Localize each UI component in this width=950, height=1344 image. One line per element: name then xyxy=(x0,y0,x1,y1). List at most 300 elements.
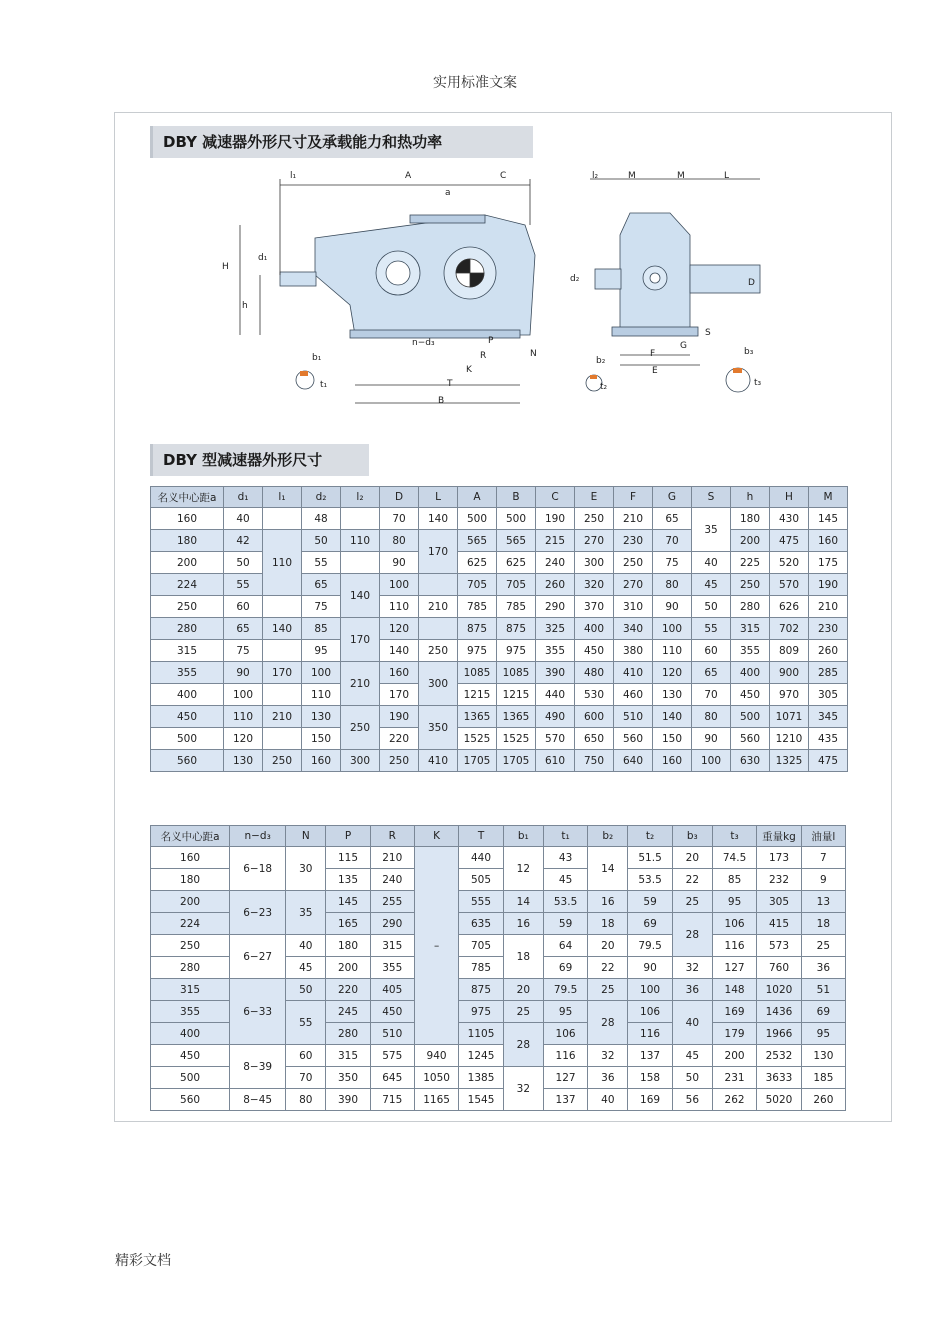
cell-H: 626 xyxy=(770,596,809,618)
table2-header-cell: R xyxy=(370,826,414,847)
cell-R: 355 xyxy=(370,957,414,979)
cell-b2: 18 xyxy=(588,913,628,935)
cell-N: 40 xyxy=(286,935,326,957)
cell-D: 90 xyxy=(380,552,419,574)
cell-t2: 116 xyxy=(628,1023,672,1045)
cell-a: 180 xyxy=(151,869,230,891)
table1-header-cell: h xyxy=(731,487,770,508)
cell-t1: 59 xyxy=(543,913,587,935)
cell-R: 210 xyxy=(370,847,414,869)
label-A: A xyxy=(405,171,412,181)
table1-header-cell: l₁ xyxy=(263,487,302,508)
table1-row xyxy=(151,508,848,530)
cell-weight: 760 xyxy=(757,957,801,979)
cell-E: 250 xyxy=(575,508,614,530)
label-M-2: M xyxy=(677,171,685,181)
cell-F: 310 xyxy=(614,596,653,618)
cell-E: 370 xyxy=(575,596,614,618)
cell-C: 440 xyxy=(536,684,575,706)
cell-P: 180 xyxy=(326,935,370,957)
table2-header-cell: t₁ xyxy=(543,826,587,847)
cell-C: 190 xyxy=(536,508,575,530)
cell-H: 809 xyxy=(770,640,809,662)
cell-D: 80 xyxy=(380,530,419,552)
cell-H: 702 xyxy=(770,618,809,640)
cell-F: 380 xyxy=(614,640,653,662)
table1-header-cell: d₂ xyxy=(302,487,341,508)
cell-b2: 28 xyxy=(588,1001,628,1045)
cell-M: 475 xyxy=(809,750,848,772)
cell-l2 xyxy=(341,552,380,574)
table1-header-cell: C xyxy=(536,487,575,508)
label-b3: b₃ xyxy=(744,347,754,357)
cell-l1 xyxy=(263,728,302,750)
label-d1: d₁ xyxy=(258,253,268,263)
cell-T: 875 xyxy=(459,979,503,1001)
cell-a: 315 xyxy=(151,979,230,1001)
label-nd3: n−d₃ xyxy=(412,338,435,348)
cell-A: 785 xyxy=(458,596,497,618)
cell-d2: 75 xyxy=(302,596,341,618)
cell-h: 315 xyxy=(731,618,770,640)
cell-d2: 48 xyxy=(302,508,341,530)
cell-nd3: 6−27 xyxy=(230,935,286,979)
cell-t3: 262 xyxy=(712,1089,756,1111)
cell-weight: 415 xyxy=(757,913,801,935)
cell-t3: 85 xyxy=(712,869,756,891)
cell-a: 560 xyxy=(151,1089,230,1111)
cell-N: 45 xyxy=(286,957,326,979)
page-header: 实用标准文案 xyxy=(433,75,517,91)
table1-row xyxy=(151,662,848,684)
cell-N: 50 xyxy=(286,979,326,1001)
cell-h: 280 xyxy=(731,596,770,618)
label-l1: l₁ xyxy=(290,171,297,181)
cell-M: 175 xyxy=(809,552,848,574)
cell-T: 555 xyxy=(459,891,503,913)
cell-t3: 200 xyxy=(712,1045,756,1067)
cell-d2: 110 xyxy=(302,684,341,706)
cell-S: 40 xyxy=(692,552,731,574)
cell-E: 530 xyxy=(575,684,614,706)
cell-D: 190 xyxy=(380,706,419,728)
cell-t1: 64 xyxy=(543,935,587,957)
table2-header-cell: 重量kg xyxy=(757,826,801,847)
cell-B: 500 xyxy=(497,508,536,530)
cell-weight: 305 xyxy=(757,891,801,913)
cell-N: 80 xyxy=(286,1089,326,1111)
cell-F: 340 xyxy=(614,618,653,640)
cell-B: 875 xyxy=(497,618,536,640)
cell-weight: 1966 xyxy=(757,1023,801,1045)
cell-M: 260 xyxy=(809,640,848,662)
cell-t2: 137 xyxy=(628,1045,672,1067)
cell-H: 430 xyxy=(770,508,809,530)
table2-row xyxy=(151,847,846,869)
cell-M: 345 xyxy=(809,706,848,728)
cell-E: 600 xyxy=(575,706,614,728)
cell-d2: 150 xyxy=(302,728,341,750)
cell-E: 450 xyxy=(575,640,614,662)
cell-a: 180 xyxy=(151,530,224,552)
side-base xyxy=(612,327,698,336)
table1-row xyxy=(151,596,848,618)
cell-h: 355 xyxy=(731,640,770,662)
cell-t3: 231 xyxy=(712,1067,756,1089)
cell-a: 200 xyxy=(151,552,224,574)
cell-F: 560 xyxy=(614,728,653,750)
cell-d1: 60 xyxy=(224,596,263,618)
gear-reducer-drawing xyxy=(150,165,790,415)
cell-t1: 116 xyxy=(543,1045,587,1067)
cell-l2: 250 xyxy=(341,706,380,750)
table2-header-cell: T xyxy=(459,826,503,847)
section-title-dimensions: DBY 型减速器外形尺寸 xyxy=(150,444,369,476)
table2-header-cell: N xyxy=(286,826,326,847)
table2-header-cell: n−d₃ xyxy=(230,826,286,847)
table2-header-cell: 油量l xyxy=(801,826,845,847)
cell-M: 210 xyxy=(809,596,848,618)
cell-G: 150 xyxy=(653,728,692,750)
table1-row xyxy=(151,728,848,750)
cell-a: 315 xyxy=(151,640,224,662)
cell-d1: 90 xyxy=(224,662,263,684)
cell-nd3: 6−23 xyxy=(230,891,286,935)
cell-G: 140 xyxy=(653,706,692,728)
label-E: E xyxy=(652,366,658,376)
front-view-housing xyxy=(315,215,535,335)
cell-b2: 20 xyxy=(588,935,628,957)
cell-S: 55 xyxy=(692,618,731,640)
cell-t1: 69 xyxy=(543,957,587,979)
cell-M: 190 xyxy=(809,574,848,596)
cell-L: 300 xyxy=(419,662,458,706)
cell-t1: 53.5 xyxy=(543,891,587,913)
cell-C: 290 xyxy=(536,596,575,618)
cell-G: 120 xyxy=(653,662,692,684)
cell-l1: 250 xyxy=(263,750,302,772)
front-base xyxy=(350,330,520,338)
table1-row xyxy=(151,750,848,772)
cell-B: 1525 xyxy=(497,728,536,750)
cell-b2: 25 xyxy=(588,979,628,1001)
cell-P: 145 xyxy=(326,891,370,913)
cell-A: 1085 xyxy=(458,662,497,684)
cell-T: 705 xyxy=(459,935,503,957)
cell-A: 1365 xyxy=(458,706,497,728)
cell-P: 350 xyxy=(326,1067,370,1089)
cell-l1: 210 xyxy=(263,706,302,728)
cell-h: 180 xyxy=(731,508,770,530)
cell-C: 215 xyxy=(536,530,575,552)
cell-t2: 79.5 xyxy=(628,935,672,957)
cell-E: 750 xyxy=(575,750,614,772)
label-G: G xyxy=(680,341,687,351)
cell-F: 460 xyxy=(614,684,653,706)
cell-oil: 95 xyxy=(801,1023,845,1045)
cell-R: 450 xyxy=(370,1001,414,1023)
cell-L xyxy=(419,618,458,640)
cell-M: 230 xyxy=(809,618,848,640)
cell-nd3: 6−18 xyxy=(230,847,286,891)
cell-T: 1545 xyxy=(459,1089,503,1111)
cell-b3: 45 xyxy=(672,1045,712,1067)
cell-t1: 43 xyxy=(543,847,587,869)
cell-E: 650 xyxy=(575,728,614,750)
cell-nd3: 6−33 xyxy=(230,979,286,1045)
table1-header-row xyxy=(151,487,848,508)
cell-A: 500 xyxy=(458,508,497,530)
cell-l1 xyxy=(263,640,302,662)
cell-h: 560 xyxy=(731,728,770,750)
cell-S: 45 xyxy=(692,574,731,596)
cell-oil: 185 xyxy=(801,1067,845,1089)
cell-oil: 7 xyxy=(801,847,845,869)
cell-G: 110 xyxy=(653,640,692,662)
cell-weight: 1436 xyxy=(757,1001,801,1023)
cell-K: – xyxy=(414,847,458,1045)
table1-row xyxy=(151,552,848,574)
cell-R: 405 xyxy=(370,979,414,1001)
table2-header-cell: b₃ xyxy=(672,826,712,847)
cell-l2: 140 xyxy=(341,574,380,618)
cell-t2: 169 xyxy=(628,1089,672,1111)
cell-t3: 116 xyxy=(712,935,756,957)
cell-a: 355 xyxy=(151,662,224,684)
cell-M: 145 xyxy=(809,508,848,530)
cell-H: 1325 xyxy=(770,750,809,772)
cell-a: 250 xyxy=(151,935,230,957)
cell-d1: 130 xyxy=(224,750,263,772)
cell-C: 355 xyxy=(536,640,575,662)
table1-header-cell: L xyxy=(419,487,458,508)
cell-t2: 106 xyxy=(628,1001,672,1023)
cell-R: 575 xyxy=(370,1045,414,1067)
cell-t2: 51.5 xyxy=(628,847,672,869)
cell-a: 224 xyxy=(151,574,224,596)
table1-row xyxy=(151,574,848,596)
cell-d1: 40 xyxy=(224,508,263,530)
cell-L: 410 xyxy=(419,750,458,772)
cell-R: 715 xyxy=(370,1089,414,1111)
cell-T: 440 xyxy=(459,847,503,869)
cell-P: 165 xyxy=(326,913,370,935)
label-L: L xyxy=(724,171,730,181)
section-title-load-capacity: DBY 减速器外形尺寸及承载能力和热功率 xyxy=(150,126,533,158)
table2-row xyxy=(151,1045,846,1067)
cell-t2: 90 xyxy=(628,957,672,979)
cell-d1: 75 xyxy=(224,640,263,662)
cell-a: 160 xyxy=(151,508,224,530)
cell-b3: 50 xyxy=(672,1067,712,1089)
cell-C: 260 xyxy=(536,574,575,596)
cell-T: 635 xyxy=(459,913,503,935)
cell-B: 565 xyxy=(497,530,536,552)
cell-b2: 16 xyxy=(588,891,628,913)
table1-row xyxy=(151,530,848,552)
cell-b3: 28 xyxy=(672,913,712,957)
cell-G: 70 xyxy=(653,530,692,552)
cell-l1: 170 xyxy=(263,662,302,684)
label-T: T xyxy=(447,379,453,389)
table2-header-row xyxy=(151,826,846,847)
cell-a: 450 xyxy=(151,706,224,728)
cell-l1: 110 xyxy=(263,530,302,596)
cell-F: 410 xyxy=(614,662,653,684)
cell-K: 940 xyxy=(414,1045,458,1067)
cell-D: 120 xyxy=(380,618,419,640)
table2-row xyxy=(151,979,846,1001)
cell-H: 475 xyxy=(770,530,809,552)
top-cover xyxy=(410,215,485,223)
cell-l2: 300 xyxy=(341,750,380,772)
cell-b1: 16 xyxy=(503,913,543,935)
cell-R: 315 xyxy=(370,935,414,957)
cell-L: 140 xyxy=(419,508,458,530)
cell-t3: 148 xyxy=(712,979,756,1001)
cell-B: 1085 xyxy=(497,662,536,684)
cell-oil: 9 xyxy=(801,869,845,891)
cell-S: 90 xyxy=(692,728,731,750)
cell-E: 300 xyxy=(575,552,614,574)
cell-b2: 14 xyxy=(588,847,628,891)
cell-G: 65 xyxy=(653,508,692,530)
cell-b1: 12 xyxy=(503,847,543,891)
cell-b3: 32 xyxy=(672,957,712,979)
cell-G: 130 xyxy=(653,684,692,706)
cell-t3: 106 xyxy=(712,913,756,935)
cell-H: 1210 xyxy=(770,728,809,750)
cell-a: 450 xyxy=(151,1045,230,1067)
cell-A: 705 xyxy=(458,574,497,596)
cell-M: 435 xyxy=(809,728,848,750)
cell-C: 240 xyxy=(536,552,575,574)
cell-D: 100 xyxy=(380,574,419,596)
cell-oil: 51 xyxy=(801,979,845,1001)
cell-N: 30 xyxy=(286,847,326,891)
cell-B: 1215 xyxy=(497,684,536,706)
cell-l1: 140 xyxy=(263,618,302,640)
cell-t1: 95 xyxy=(543,1001,587,1023)
cell-R: 645 xyxy=(370,1067,414,1089)
cell-d1: 65 xyxy=(224,618,263,640)
label-a: a xyxy=(445,188,451,198)
cell-B: 705 xyxy=(497,574,536,596)
cell-P: 220 xyxy=(326,979,370,1001)
cell-a: 250 xyxy=(151,596,224,618)
cell-K: 1050 xyxy=(414,1067,458,1089)
cell-a: 500 xyxy=(151,1067,230,1089)
cell-b2: 32 xyxy=(588,1045,628,1067)
cell-L: 170 xyxy=(419,530,458,574)
label-d2: d₂ xyxy=(570,274,580,284)
cell-t3: 179 xyxy=(712,1023,756,1045)
cell-C: 325 xyxy=(536,618,575,640)
cell-t2: 100 xyxy=(628,979,672,1001)
table2-row xyxy=(151,1089,846,1111)
cell-M: 160 xyxy=(809,530,848,552)
cell-l2: 210 xyxy=(341,662,380,706)
cell-d1: 55 xyxy=(224,574,263,596)
table1-row xyxy=(151,706,848,728)
cell-b3: 20 xyxy=(672,847,712,869)
cell-G: 160 xyxy=(653,750,692,772)
cell-D: 170 xyxy=(380,684,419,706)
cell-t2: 158 xyxy=(628,1067,672,1089)
cell-a: 160 xyxy=(151,847,230,869)
cell-oil: 260 xyxy=(801,1089,845,1111)
cell-P: 115 xyxy=(326,847,370,869)
cell-oil: 69 xyxy=(801,1001,845,1023)
cell-oil: 36 xyxy=(801,957,845,979)
cell-F: 270 xyxy=(614,574,653,596)
cell-t1: 127 xyxy=(543,1067,587,1089)
cell-L xyxy=(419,574,458,596)
cell-P: 280 xyxy=(326,1023,370,1045)
cell-b3: 22 xyxy=(672,869,712,891)
cell-N: 35 xyxy=(286,891,326,935)
table1-row xyxy=(151,684,848,706)
label-h: h xyxy=(242,301,248,311)
table2-row xyxy=(151,891,846,913)
cell-b2: 40 xyxy=(588,1089,628,1111)
label-F: F xyxy=(650,349,656,359)
cell-S: 65 xyxy=(692,662,731,684)
label-N: N xyxy=(530,349,537,359)
cell-t2: 69 xyxy=(628,913,672,935)
cell-R: 290 xyxy=(370,913,414,935)
table1-header-cell: G xyxy=(653,487,692,508)
cell-b1: 18 xyxy=(503,935,543,979)
cell-D: 70 xyxy=(380,508,419,530)
cell-F: 210 xyxy=(614,508,653,530)
cell-b2: 36 xyxy=(588,1067,628,1089)
cell-T: 505 xyxy=(459,869,503,891)
cell-N: 60 xyxy=(286,1045,326,1067)
label-H: H xyxy=(222,262,229,272)
cell-t3: 127 xyxy=(712,957,756,979)
cell-t3: 74.5 xyxy=(712,847,756,869)
cell-B: 625 xyxy=(497,552,536,574)
cell-G: 75 xyxy=(653,552,692,574)
cell-a: 500 xyxy=(151,728,224,750)
cell-E: 320 xyxy=(575,574,614,596)
cell-d2: 50 xyxy=(302,530,341,552)
label-B: B xyxy=(438,396,445,406)
cell-H: 900 xyxy=(770,662,809,684)
cell-T: 1385 xyxy=(459,1067,503,1089)
label-t2: t₂ xyxy=(600,382,608,392)
cell-A: 975 xyxy=(458,640,497,662)
cell-weight: 232 xyxy=(757,869,801,891)
cell-a: 200 xyxy=(151,891,230,913)
cell-P: 200 xyxy=(326,957,370,979)
table1-header-cell: F xyxy=(614,487,653,508)
cell-l2 xyxy=(341,508,380,530)
cell-B: 1365 xyxy=(497,706,536,728)
cell-D: 250 xyxy=(380,750,419,772)
table2-header-cell: t₂ xyxy=(628,826,672,847)
cell-h: 225 xyxy=(731,552,770,574)
cell-D: 220 xyxy=(380,728,419,750)
cell-F: 230 xyxy=(614,530,653,552)
cell-h: 500 xyxy=(731,706,770,728)
label-S: S xyxy=(705,328,711,338)
cell-N: 55 xyxy=(286,1001,326,1045)
cell-B: 975 xyxy=(497,640,536,662)
cell-a: 355 xyxy=(151,1001,230,1023)
cell-L: 350 xyxy=(419,706,458,750)
